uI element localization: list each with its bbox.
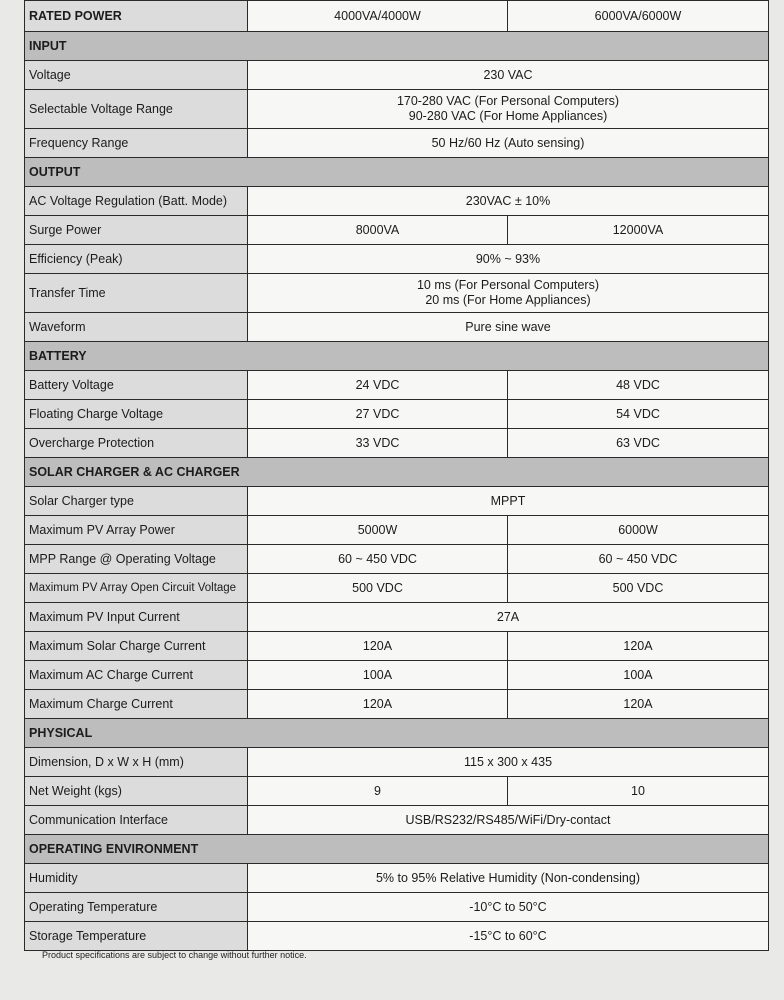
table-row [25,429,769,458]
row-value-col2: 6000W [508,516,769,545]
row-value: 90% ~ 93% [248,245,769,274]
table-row [25,893,769,922]
table-row [25,864,769,893]
row-value-col1: 60 ~ 450 VDC [248,545,508,574]
table-row [25,574,769,603]
value-line: 90-280 VAC (For Home Appliances) [408,109,608,123]
table-row [25,748,769,777]
row-value: 230VAC ± 10% [248,187,769,216]
spec-table [24,0,769,951]
table-row [25,603,769,632]
section-title: PHYSICAL [25,719,769,748]
row-value: 115 x 300 x 435 [248,748,769,777]
row-value-col2: 100A [508,661,769,690]
row-value-col2: 10 [508,777,769,806]
row-value-col1: 120A [248,690,508,719]
row-label: Solar Charger type [25,487,248,516]
table-row [25,245,769,274]
value-line: 170-280 VAC (For Personal Computers) [396,94,620,108]
table-row [25,545,769,574]
row-value [248,274,769,313]
row-value-col2: 63 VDC [508,429,769,458]
table-row [25,487,769,516]
row-value: -10°C to 50°C [248,893,769,922]
row-label: Maximum PV Array Open Circuit Voltage [25,574,248,603]
table-row [25,129,769,158]
row-label: Overcharge Protection [25,429,248,458]
row-value-col2: 120A [508,690,769,719]
row-value-col1: 33 VDC [248,429,508,458]
row-label: Surge Power [25,216,248,245]
table-row [25,777,769,806]
section-battery [25,342,769,371]
row-label: Voltage [25,61,248,90]
table-row [25,516,769,545]
section-title: OPERATING ENVIRONMENT [25,835,769,864]
table-row [25,61,769,90]
row-value-col2: 60 ~ 450 VDC [508,545,769,574]
row-value: -15°C to 60°C [248,922,769,951]
row-label: Efficiency (Peak) [25,245,248,274]
row-label: Maximum PV Array Power [25,516,248,545]
row-label: Net Weight (kgs) [25,777,248,806]
section-title: SOLAR CHARGER & AC CHARGER [25,458,769,487]
row-label: Selectable Voltage Range [25,90,248,129]
row-value-col1: 100A [248,661,508,690]
row-value-col1: 9 [248,777,508,806]
row-value-col2: 54 VDC [508,400,769,429]
spec-sheet [24,0,768,951]
section-output [25,158,769,187]
row-value-col2: 48 VDC [508,371,769,400]
row-value: 27A [248,603,769,632]
section-title: BATTERY [25,342,769,371]
table-row [25,661,769,690]
row-value: Pure sine wave [248,313,769,342]
row-value-col2: 120A [508,632,769,661]
section-input [25,32,769,61]
section-physical [25,719,769,748]
row-value: 5% to 95% Relative Humidity (Non-condensing) [248,864,769,893]
rated-power-col2: 6000VA/6000W [508,1,769,32]
rated-power-row [25,1,769,32]
row-value: USB/RS232/RS485/WiFi/Dry-contact [248,806,769,835]
section-environment [25,835,769,864]
table-row [25,313,769,342]
row-value-col1: 120A [248,632,508,661]
value-line: 20 ms (For Home Appliances) [425,293,591,307]
table-row [25,371,769,400]
row-label: Storage Temperature [25,922,248,951]
table-row [25,90,769,129]
row-label: Waveform [25,313,248,342]
table-row [25,632,769,661]
rated-power-col1: 4000VA/4000W [248,1,508,32]
row-label: MPP Range @ Operating Voltage [25,545,248,574]
row-value: 50 Hz/60 Hz (Auto sensing) [248,129,769,158]
row-value-col1: 24 VDC [248,371,508,400]
table-row [25,400,769,429]
table-row [25,274,769,313]
row-label: Battery Voltage [25,371,248,400]
row-label: Dimension, D x W x H (mm) [25,748,248,777]
section-title: INPUT [25,32,769,61]
row-value-col1: 5000W [248,516,508,545]
row-label: Maximum Solar Charge Current [25,632,248,661]
rated-power-label: RATED POWER [25,1,248,32]
row-value: 230 VAC [248,61,769,90]
value-line: 10 ms (For Personal Computers) [416,278,599,292]
row-label: Maximum PV Input Current [25,603,248,632]
footnote: Product specifications are subject to change without further notice. [42,950,307,960]
row-value-col1: 27 VDC [248,400,508,429]
row-value-col1: 500 VDC [248,574,508,603]
table-row [25,216,769,245]
table-row [25,187,769,216]
section-title: OUTPUT [25,158,769,187]
row-value [248,90,769,129]
table-row [25,806,769,835]
row-label: Operating Temperature [25,893,248,922]
row-label: Communication Interface [25,806,248,835]
row-label: Floating Charge Voltage [25,400,248,429]
row-value: MPPT [248,487,769,516]
section-charger [25,458,769,487]
row-label: Humidity [25,864,248,893]
row-label: AC Voltage Regulation (Batt. Mode) [25,187,248,216]
row-value-col1: 8000VA [248,216,508,245]
row-value-col2: 12000VA [508,216,769,245]
row-label: Maximum AC Charge Current [25,661,248,690]
row-label: Transfer Time [25,274,248,313]
row-label: Maximum Charge Current [25,690,248,719]
table-row [25,922,769,951]
table-row [25,690,769,719]
row-value-col2: 500 VDC [508,574,769,603]
row-label: Frequency Range [25,129,248,158]
